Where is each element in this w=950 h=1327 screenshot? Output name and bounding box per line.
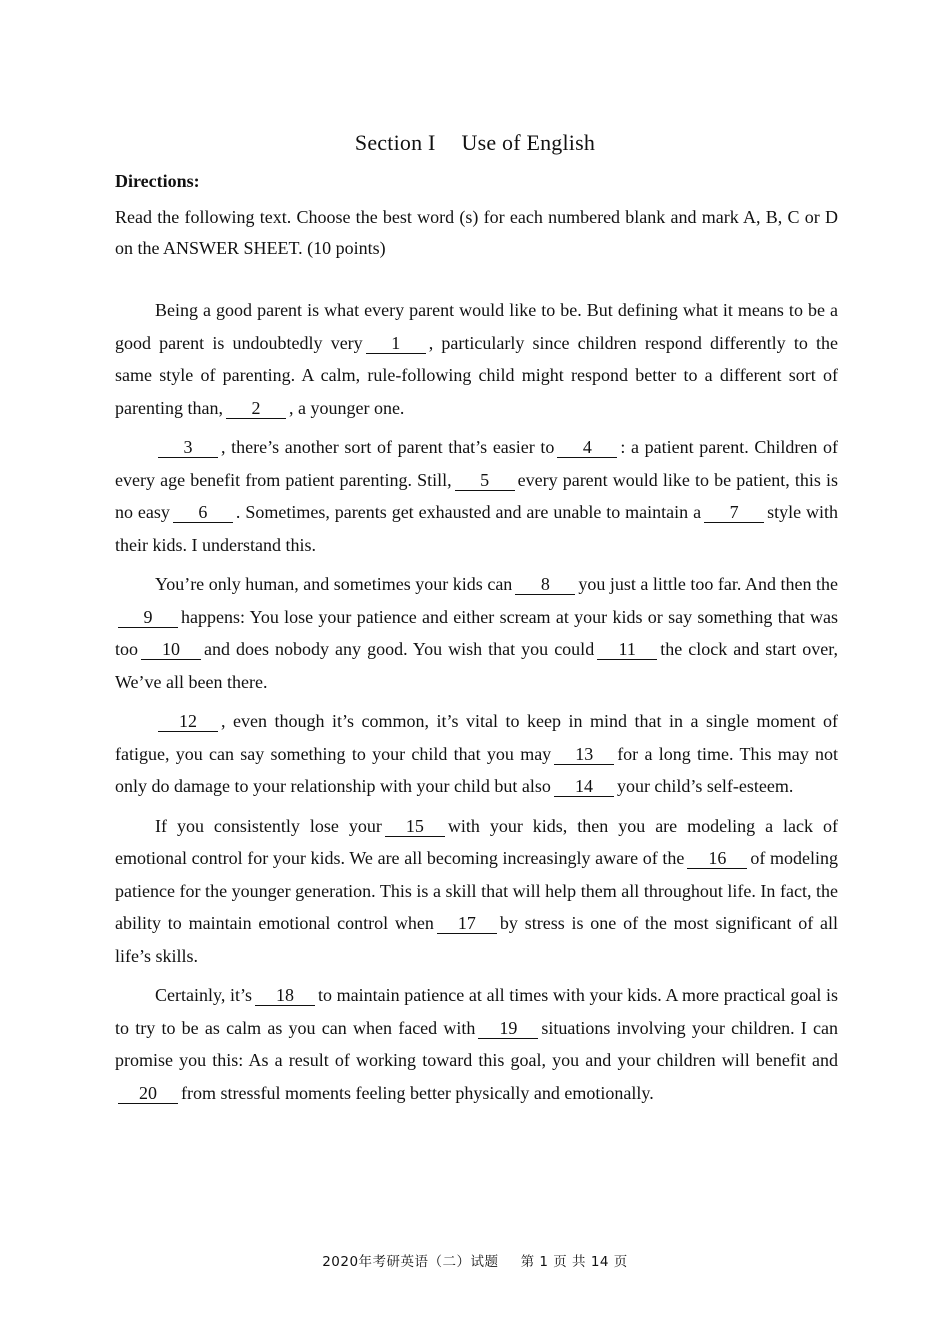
numbered-blank: 20 xyxy=(118,1084,178,1104)
passage-text: you just a little too far. And then the xyxy=(578,574,838,594)
passage-text: style with their kids. I understand this. xyxy=(115,502,839,555)
section-title xyxy=(0,130,950,156)
passage-text: , even though it’s common, it’s vital to keep in mind that in a single moment of fatigue, you can say something to your child that you may xyxy=(115,711,838,764)
passage-text: by stress is one of the most significant of all life’s skills. xyxy=(115,913,839,966)
directions-text: Read the following text. Choose the best word (s) for each numbered blank and mark A, B, C or D on the ANSWER SHEET. (10 points) xyxy=(115,207,838,258)
passage-text: , particularly since children respond differently to the same style of parenting. A calm, rule-following child might respond better to a different sort of parenting than, xyxy=(115,332,838,418)
passage-text: the clock and start over, We’ve all been there. xyxy=(115,639,838,692)
passage-paragraph xyxy=(115,431,838,561)
numbered-blank: 14 xyxy=(554,777,614,797)
passage-text: Certainly, it’s xyxy=(155,985,252,1005)
numbered-blank: 7 xyxy=(704,503,764,523)
passage-text: Being a good parent is what every parent would like to be. But defining what it means to be a good parent is undoubtedly very xyxy=(115,300,838,353)
passage-text: with your kids, then you are modeling a lack of emotional control for your kids. We are all becoming increasingly aware of the xyxy=(115,815,838,868)
passage-paragraph xyxy=(115,568,838,698)
passage-text: happens: You lose your patience and either scream at your kids or say something that was too xyxy=(115,606,838,659)
passage-text: You’re only human, and sometimes your kids can xyxy=(155,574,513,594)
passage-text: every parent would like to be patient, this is no easy xyxy=(115,469,838,522)
passage-paragraph xyxy=(115,705,838,803)
passage-paragraph xyxy=(115,294,838,424)
passage-text: . Sometimes, parents get exhausted and are unable to maintain a xyxy=(235,502,702,522)
numbered-blank: 8 xyxy=(515,575,575,595)
reading-passage xyxy=(115,294,838,1116)
passage-text: , a younger one. xyxy=(288,397,405,418)
numbered-blank: 17 xyxy=(437,914,497,934)
numbered-blank: 10 xyxy=(141,640,201,660)
page-footer xyxy=(0,1250,950,1270)
numbered-blank: 9 xyxy=(118,608,178,628)
passage-text: : a patient parent. Children of every age benefit from patient parenting. Still, xyxy=(115,437,838,490)
numbered-blank: 5 xyxy=(455,471,515,491)
passage-text: from stressful moments feeling better physically and emotionally. xyxy=(181,1082,654,1103)
numbered-blank: 13 xyxy=(554,745,614,765)
numbered-blank: 16 xyxy=(687,849,747,869)
passage-text: your child’s self-esteem. xyxy=(616,776,794,796)
numbered-blank: 12 xyxy=(158,712,218,732)
section-name: Use of English xyxy=(461,130,596,155)
page-indicator: 第 1 页 共 14 页 xyxy=(520,1254,628,1270)
numbered-blank: 2 xyxy=(226,399,286,419)
passage-text: situations involving your children. I can promise you this: As a result of working toward this goal, you and your children will benefit and xyxy=(115,1017,838,1070)
numbered-blank: 6 xyxy=(173,503,233,523)
passage-text: for a long time. This may not only do damage to your relationship with your child but also xyxy=(115,743,838,796)
directions-label: Directions: xyxy=(115,171,200,191)
passage-text: of modeling patience for the younger generation. This is a skill that will help them all throughout life. In fact, the ability to maintain emotional control when xyxy=(115,848,838,933)
numbered-blank: 15 xyxy=(385,817,445,837)
numbered-blank: 1 xyxy=(366,334,426,354)
numbered-blank: 4 xyxy=(557,438,617,458)
passage-text: If you consistently lose your xyxy=(155,815,382,836)
section-number: Section I xyxy=(354,130,436,155)
numbered-blank: 3 xyxy=(158,438,218,458)
numbered-blank: 19 xyxy=(478,1019,538,1039)
numbered-blank: 11 xyxy=(597,640,657,660)
passage-paragraph xyxy=(115,979,838,1109)
passage-paragraph xyxy=(115,810,838,973)
passage-text: to maintain patience at all times with your kids. A more practical goal is to try to be as calm as you can when faced with xyxy=(115,985,838,1038)
exam-title: 2020年考研英语（二）试题 xyxy=(322,1254,499,1270)
numbered-blank: 18 xyxy=(255,986,315,1006)
passage-text: and does nobody any good. You wish that you could xyxy=(204,639,595,659)
passage-text: , there’s another sort of parent that’s easier to xyxy=(221,437,555,457)
